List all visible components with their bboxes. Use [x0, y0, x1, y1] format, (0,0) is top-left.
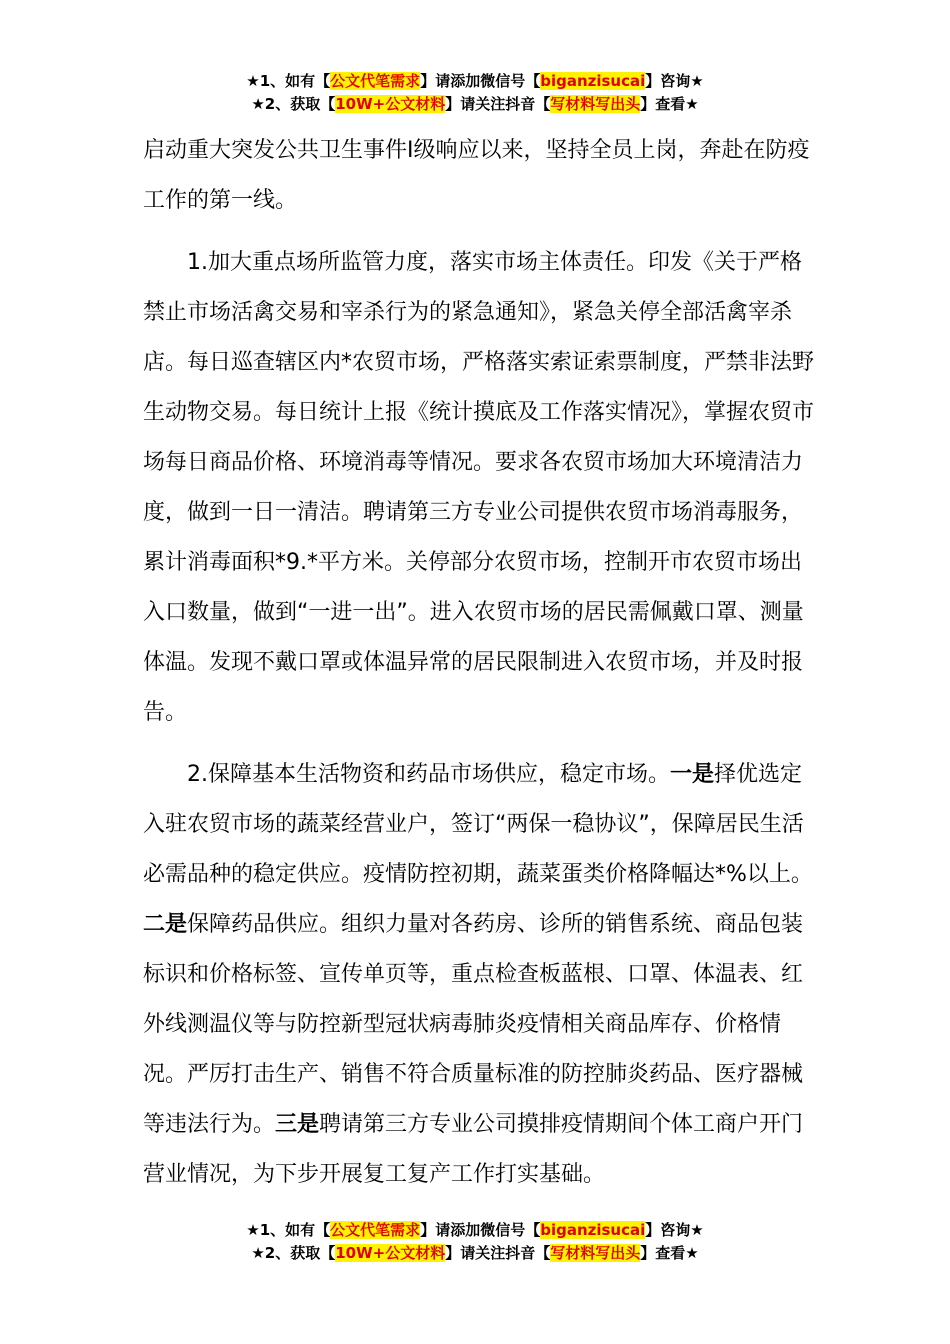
banner-line-1 [0, 1219, 950, 1242]
paragraph-text: 保障药品供应。组织力量对各药房、诊所的销售系统、商品包装标识和价格标签、宣传单页等，重点检查板蓝根、口罩、体温表、红外线测温仪等与防控新型冠状病毒肺炎疫情相关商品库存、价格情况。严厉打击生产、销售不符合质量标准的防控肺炎药品、医疗器械等违法行为。 [143, 912, 804, 1137]
banner-line-2 [0, 1242, 950, 1265]
banner-text: ★1、如有【 [246, 1221, 331, 1239]
banner-text: 】请关注抖音【 [445, 1244, 551, 1262]
banner-text: ★2、获取【 [251, 1244, 336, 1262]
document-body [143, 126, 823, 1200]
banner-highlight: 10W+公文材料 [335, 95, 446, 113]
bold-marker: 三是 [275, 1112, 320, 1137]
banner-highlight: biganzisucai [540, 1221, 646, 1239]
banner-text: ★1、如有【 [246, 72, 331, 90]
banner-highlight: 公文代笔需求 [330, 1221, 421, 1239]
paragraph-2 [143, 750, 823, 1200]
banner-text: ★2、获取【 [251, 95, 336, 113]
paragraph-intro: 启动重大突发公共卫生事件Ⅰ级响应以来，坚持全员上岗，奔赴在防疫工作的第一线。 [143, 138, 810, 213]
paragraph-1: 1.加大重点场所监管力度，落实市场主体责任。印发《关于严格禁止市场活禽交易和宰杀行为的紧急通知》，紧急关停全部活禽宰杀店。每日巡查辖区内*农贸市场，严格落实索证索票制度，严禁非法野生动物交易。每日统计上报《统计摸底及工作落实情况》，掌握农贸市场每日商品价格、环境消毒等情况。要求各农贸市场加大环境清洁力度，做到一日一清洁。聘请第三方专业公司提供农贸市场消毒服务，累计消毒面积*9.*平方米。关停部分农贸市场，控制开市农贸市场出入口数量，做到“一进一出”。进入农贸市场的居民需佩戴口罩、测量体温。发现不戴口罩或体温异常的居民限制进入农贸市场，并及时报告。 [143, 250, 815, 725]
banner-highlight: 公文代笔需求 [330, 72, 421, 90]
paragraph-heading: 2.保障基本生活物资和药品市场供应，稳定市场。 [187, 762, 670, 787]
banner-text: 】请添加微信号【 [420, 1221, 541, 1239]
banner-highlight: 写材料写出头 [550, 1244, 641, 1262]
banner-text: 】请添加微信号【 [420, 72, 541, 90]
bold-marker: 一是 [670, 762, 715, 787]
banner-text: 】咨询★ [645, 1221, 704, 1239]
bottom-banner [0, 1219, 950, 1265]
banner-highlight: 写材料写出头 [550, 95, 641, 113]
banner-line-2 [0, 93, 950, 116]
banner-highlight: biganzisucai [540, 72, 646, 90]
banner-text: 】请关注抖音【 [445, 95, 551, 113]
top-banner [0, 70, 950, 116]
banner-line-1 [0, 70, 950, 93]
banner-highlight: 10W+公文材料 [335, 1244, 446, 1262]
paragraph-text: 择优选定入驻农贸市场的蔬菜经营业户，签订“两保一稳协议”，保障居民生活必需品种的稳定供应。疫情防控初期，蔬菜蛋类价格降幅达*%以上。 [143, 762, 813, 887]
bold-marker: 二是 [143, 912, 188, 937]
banner-text: 】咨询★ [645, 72, 704, 90]
banner-text: 】查看★ [640, 1244, 699, 1262]
paragraph-text: 聘请第三方专业公司摸排疫情期间个体工商户开门营业情况，为下步开展复工复产工作打实基础。 [143, 1112, 804, 1187]
banner-text: 】查看★ [640, 95, 699, 113]
